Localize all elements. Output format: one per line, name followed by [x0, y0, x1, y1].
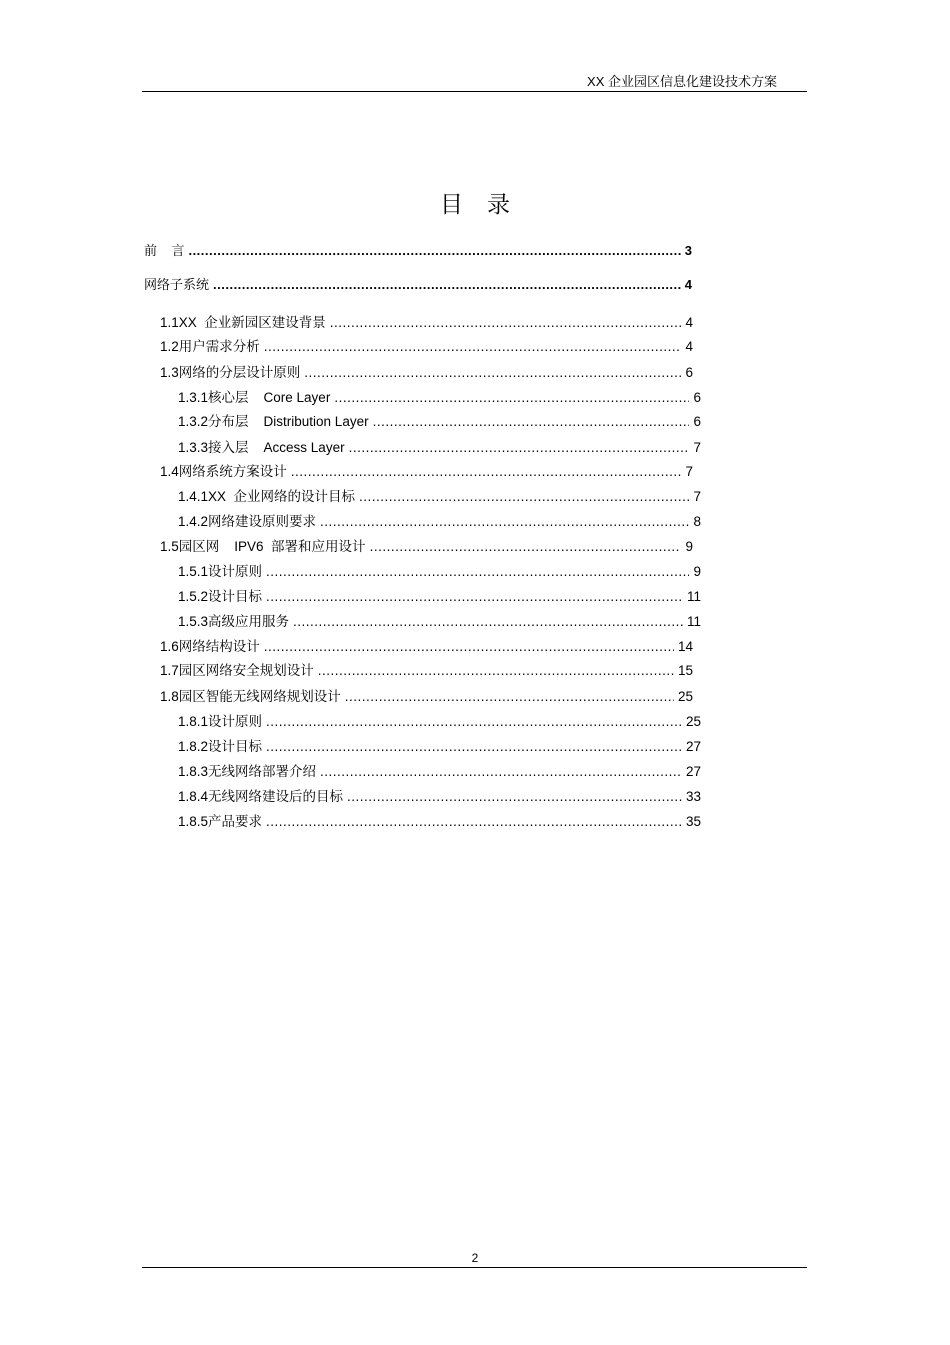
toc-entry[interactable] [178, 735, 701, 755]
toc-entry-number: 1.4.2 [178, 514, 209, 529]
toc-entry-page: 4 [684, 277, 692, 292]
toc-entry-page: 9 [685, 539, 693, 554]
toc-entry-label: 网络建设原则要求 [208, 514, 317, 529]
toc-entry-page: 11 [686, 589, 701, 604]
toc-dot-leader [359, 489, 689, 504]
toc-entry[interactable] [178, 386, 701, 406]
toc-entry[interactable] [178, 710, 701, 730]
toc-dot-leader [188, 243, 680, 258]
toc-dot-leader [266, 564, 689, 579]
toc-entry-page: 9 [693, 564, 701, 579]
toc-entry-number: 1.8.3 [178, 764, 209, 779]
toc-entry-number: 1.4 [160, 464, 179, 479]
toc-entry[interactable] [178, 485, 701, 505]
toc-entry-label: 设计原则 [208, 714, 263, 729]
toc-entry-page: 15 [677, 663, 693, 678]
toc-dot-leader [213, 277, 681, 292]
toc-entry-page: 4 [685, 339, 693, 354]
toc-entry-number: 1.3.1 [178, 390, 209, 405]
toc-entry-label: 网络子系统 [144, 277, 210, 292]
toc-entry-label: 园区智能无线网络规划设计 [178, 689, 341, 704]
toc-entry[interactable] [178, 610, 701, 630]
toc-dot-leader [345, 689, 674, 704]
toc-entry[interactable] [178, 560, 701, 580]
footer-rule [142, 1267, 807, 1268]
toc-entry[interactable] [144, 240, 692, 259]
toc-entry-number: 1.8 [160, 689, 179, 704]
toc-entry-number: 1.8.4 [178, 789, 209, 804]
toc-dot-leader [320, 764, 682, 779]
toc-entry-page: 7 [693, 489, 701, 504]
toc-dot-leader [291, 464, 682, 479]
running-header-title: XX 企业园区信息化建设技术方案 [587, 74, 777, 89]
toc-entry-number: 1.5.3 [178, 614, 209, 629]
toc-entry[interactable] [144, 274, 692, 293]
toc-entry-label: 设计目标 [208, 589, 263, 604]
toc-entry-number: 1.8.1 [178, 714, 209, 729]
toc-entry-page: 35 [685, 814, 701, 829]
toc-entry[interactable] [178, 585, 701, 605]
toc-entry[interactable] [178, 810, 701, 830]
toc-dot-leader [347, 789, 682, 804]
toc-dot-leader [330, 315, 682, 330]
toc-entry-number: 1.3 [160, 365, 179, 380]
toc-entry-page: 25 [677, 689, 693, 704]
toc-dot-leader [349, 440, 690, 455]
toc-entry-label: 网络的分层设计原则 [178, 365, 301, 380]
toc-dot-leader [304, 365, 681, 380]
toc-entry-number: 1.5.2 [178, 589, 209, 604]
toc-entry-label: 接入层 Access Layer [208, 440, 345, 455]
toc-entry-label: 无线网络部署介绍 [208, 764, 317, 779]
toc-entry-page: 6 [685, 365, 693, 380]
toc-entry-number: 1.7 [160, 663, 179, 678]
toc-entry-number: 1.5.1 [178, 564, 209, 579]
toc-entry-page: 25 [685, 714, 701, 729]
toc-entry-number: 1.4.1 [178, 489, 209, 504]
toc-entry-page: 33 [685, 789, 701, 804]
toc-dot-leader [266, 814, 682, 829]
toc-entry-number: 1.2 [160, 339, 179, 354]
toc-entry-number: 1.1 [160, 315, 179, 330]
toc-entry[interactable] [178, 410, 701, 430]
toc-dot-leader [318, 663, 674, 678]
toc-dot-leader [266, 589, 683, 604]
toc-entry-page: 4 [685, 315, 693, 330]
page-number: 2 [471, 1251, 479, 1265]
toc-entry[interactable] [178, 436, 701, 456]
toc-entry-page: 7 [693, 440, 701, 455]
toc-entry-page: 6 [693, 390, 701, 405]
toc-dot-leader [264, 339, 682, 354]
toc-entry[interactable] [160, 335, 693, 355]
toc-dot-leader [334, 390, 689, 405]
toc-entry[interactable] [160, 685, 693, 705]
toc-entry-label: 网络系统方案设计 [178, 464, 287, 479]
toc-entry[interactable] [160, 361, 693, 381]
toc-entry-number: 1.6 [160, 639, 179, 654]
toc-dot-leader [320, 514, 689, 529]
toc-entry-page: 27 [685, 739, 701, 754]
toc-entry-label: XX 企业新园区建设背景 [178, 315, 326, 330]
toc-dot-leader [264, 639, 674, 654]
toc-dot-leader [266, 739, 682, 754]
toc-entry-label: XX 企业网络的设计目标 [208, 489, 356, 504]
toc-entry-label: 高级应用服务 [208, 614, 290, 629]
toc-dot-leader [266, 714, 682, 729]
toc-entry-number: 1.8.2 [178, 739, 209, 754]
toc-entry-page: 8 [693, 514, 701, 529]
toc-entry[interactable] [160, 535, 693, 555]
toc-entry[interactable] [160, 311, 693, 331]
toc-entry-label: 产品要求 [208, 814, 263, 829]
toc-entry-label: 园区网络安全规划设计 [178, 663, 314, 678]
toc-entry[interactable] [178, 510, 701, 530]
toc-entry-label: 核心层 Core Layer [208, 390, 331, 405]
toc-entry-number: 1.3.3 [178, 440, 209, 455]
toc-entry-number: 1.3.2 [178, 414, 209, 429]
toc-entry-page: 6 [693, 414, 701, 429]
toc-entry[interactable] [178, 785, 701, 805]
toc-entry-label: 园区网 IPV6 部署和应用设计 [178, 539, 366, 554]
header-rule [142, 91, 807, 92]
toc-entry-number: 1.5 [160, 539, 179, 554]
toc-entry-label: 设计目标 [208, 739, 263, 754]
toc-heading: 目录 [440, 192, 534, 218]
toc-entry-page: 3 [684, 243, 692, 258]
toc-entry-label: 前 言 [144, 243, 185, 258]
toc-entry-page: 7 [685, 464, 693, 479]
toc-entry-label: 用户需求分析 [178, 339, 260, 354]
toc-dot-leader [370, 539, 682, 554]
toc-entry-label: 无线网络建设后的目标 [208, 789, 344, 804]
toc-entry[interactable] [160, 460, 693, 480]
toc-dot-leader [293, 614, 683, 629]
toc-entry[interactable] [160, 635, 693, 655]
toc-entry-page: 11 [686, 614, 701, 629]
toc-entry-label: 设计原则 [208, 564, 263, 579]
toc-dot-leader [373, 414, 690, 429]
toc-entry-page: 14 [677, 639, 693, 654]
toc-entry-label: 分布层 Distribution Layer [208, 414, 369, 429]
toc-entry[interactable] [178, 760, 701, 780]
toc-entry-label: 网络结构设计 [178, 639, 260, 654]
toc-entry[interactable] [160, 659, 693, 679]
toc-entry-page: 27 [685, 764, 701, 779]
toc-entry-number: 1.8.5 [178, 814, 209, 829]
